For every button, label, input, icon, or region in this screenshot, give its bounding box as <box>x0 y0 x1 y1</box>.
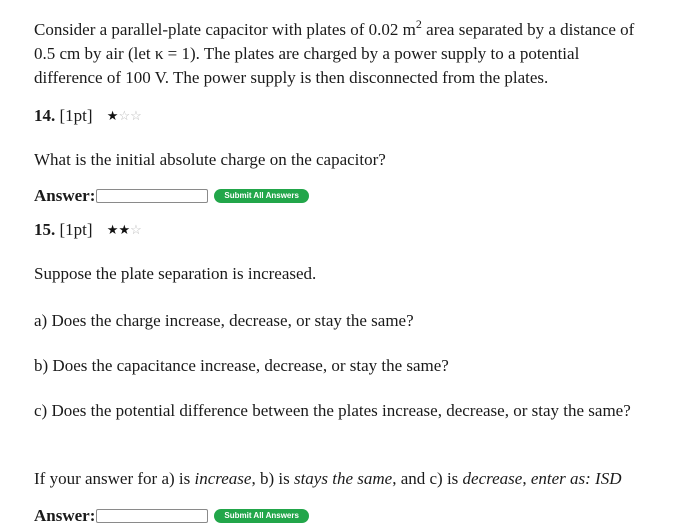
question-15-part-b: b) Does the capacitance increase, decrease, or stay the same? <box>34 356 449 375</box>
question-14-answer-row <box>34 186 309 206</box>
question-15-part-c: c) Does the potential difference between the plates increase, decrease, or stay the same? <box>34 401 631 420</box>
star-empty-icon: ☆☆ <box>118 108 142 123</box>
intro-line-3: difference of 100 V. The power supply is then disconnected from the plates. <box>34 68 549 87</box>
intro-line-2: 0.5 cm by air (let κ = 1). The plates are charged by a power supply to a potential <box>34 44 580 63</box>
star-filled-icon: ★ <box>106 108 119 123</box>
question-number: 14. <box>34 106 56 125</box>
points-label: [1pt] <box>59 106 93 125</box>
answer-label: Answer: <box>34 506 96 525</box>
answer-input-14[interactable] <box>96 189 208 203</box>
question-15-header <box>34 220 142 240</box>
answer-input-15[interactable] <box>96 509 208 523</box>
question-15-part-a: a) Does the charge increase, decrease, or stay the same? <box>34 311 414 330</box>
submit-all-answers-button[interactable]: Submit All Answers <box>214 189 309 203</box>
problem-intro <box>34 18 694 90</box>
star-empty-icon: ☆ <box>130 222 142 237</box>
difficulty-stars <box>107 222 142 237</box>
question-14-prompt: What is the initial absolute charge on the capacitor? <box>34 150 386 169</box>
difficulty-stars <box>107 108 142 123</box>
question-14-header <box>34 106 142 126</box>
star-filled-icon: ★★ <box>106 222 131 237</box>
question-number: 15. <box>34 220 56 239</box>
question-15-instruction: If your answer for a) is increase, b) is stays the same, and c) is decrease, enter as: ISD <box>34 469 622 488</box>
points-label: [1pt] <box>59 220 93 239</box>
question-15-prompt: Suppose the plate separation is increased. <box>34 264 317 283</box>
intro-line-1: Consider a parallel-plate capacitor with plates of 0.02 $m^2$ area separated by a distance of <box>34 17 635 39</box>
superscript-2: 2 <box>415 17 422 31</box>
submit-all-answers-button[interactable]: Submit All Answers <box>214 509 309 523</box>
answer-label: Answer: <box>34 186 96 205</box>
question-15-answer-row <box>34 506 309 526</box>
